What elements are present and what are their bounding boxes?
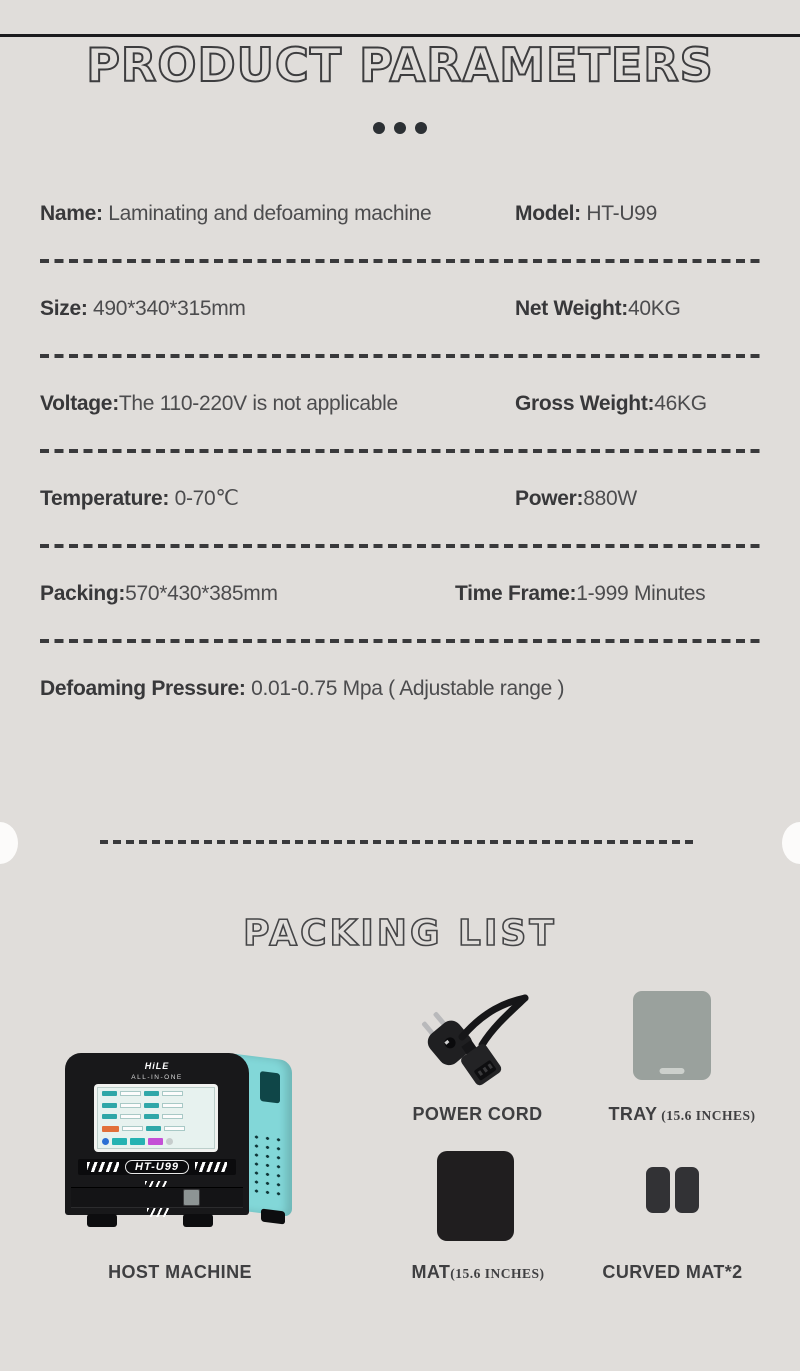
gear-icon xyxy=(166,1138,173,1145)
machine-side-handle xyxy=(260,1071,280,1103)
punch-hole-right xyxy=(782,822,800,864)
slash-marks-icon xyxy=(147,1208,169,1217)
machine-screen-ui xyxy=(97,1087,215,1149)
param-value: HT-U99 xyxy=(580,201,657,225)
param-name xyxy=(40,202,515,226)
screen-field-row xyxy=(102,1091,210,1096)
machine-foot xyxy=(261,1209,285,1225)
screen-field-row xyxy=(102,1114,210,1119)
param-value: The 110-220V is not applicable xyxy=(118,391,398,415)
machine-foot xyxy=(87,1214,117,1227)
host-machine-image xyxy=(65,1047,295,1229)
machine-model-band xyxy=(78,1159,236,1175)
punch-hole-left xyxy=(0,822,18,864)
param-value: 0.01-0.75 Mpa ( Adjustable range ) xyxy=(245,676,565,700)
param-value: 570*430*385mm xyxy=(125,581,278,605)
dashed-separator xyxy=(100,840,695,844)
machine-subtitle: ALL-IN-ONE xyxy=(131,1074,183,1081)
param-row-name-model xyxy=(40,168,760,259)
screen-field-chip xyxy=(162,1103,183,1108)
parameters-table xyxy=(40,168,760,734)
param-value: 46KG xyxy=(654,391,707,415)
param-label: Defoaming Pressure: xyxy=(40,676,246,700)
screen-field-chip xyxy=(102,1103,117,1108)
param-value: 490*340*315mm xyxy=(87,296,246,320)
hazard-stripes-icon xyxy=(195,1162,227,1172)
hazard-stripes-icon xyxy=(87,1162,119,1172)
screen-field-row xyxy=(102,1103,210,1108)
perforated-divider xyxy=(0,822,800,862)
param-label: Power: xyxy=(515,486,584,510)
param-model xyxy=(515,202,760,226)
mat-image xyxy=(437,1151,514,1241)
param-time-frame xyxy=(455,582,760,606)
curved-mat-image xyxy=(646,1167,670,1213)
curved-mat-label: CURVED MAT*2 xyxy=(602,1262,743,1282)
param-gross-weight xyxy=(515,392,760,416)
param-net-weight xyxy=(515,297,760,321)
param-value: 0-70℃ xyxy=(169,487,239,510)
param-packing xyxy=(40,582,455,606)
tray-label-text: TRAY xyxy=(608,1104,658,1124)
param-size xyxy=(40,297,515,321)
mat-label xyxy=(398,1262,558,1283)
param-label: Packing: xyxy=(40,581,126,605)
screen-field-chip xyxy=(120,1091,141,1096)
param-label: Name: xyxy=(40,201,103,225)
tray-size-text: (15.6 INCHES) xyxy=(657,1108,756,1123)
screen-field-row xyxy=(102,1126,210,1132)
page-title: PRODUCT PARAMETERS xyxy=(86,38,714,92)
mat-label-text: MAT xyxy=(411,1262,451,1282)
param-power xyxy=(515,487,760,511)
machine-foot xyxy=(183,1214,213,1227)
param-row-defoaming-pressure xyxy=(40,643,760,734)
param-defoaming-pressure xyxy=(40,677,760,701)
screen-field-chip xyxy=(162,1114,183,1119)
screen-button xyxy=(112,1138,127,1145)
param-label: Voltage: xyxy=(40,391,119,415)
machine-model-text: HT-U99 xyxy=(125,1160,189,1174)
dot-icon xyxy=(415,122,427,134)
screen-button xyxy=(102,1138,109,1145)
param-value: 40KG xyxy=(627,296,681,320)
screen-field-chip xyxy=(102,1114,117,1119)
screen-field-chip xyxy=(102,1091,117,1096)
param-row-packing-timeframe xyxy=(40,548,760,639)
top-border-strip xyxy=(0,34,800,37)
product-parameters-page xyxy=(0,34,800,1371)
param-row-temperature-power xyxy=(40,453,760,544)
dots-decoration xyxy=(0,122,800,134)
screen-button-row xyxy=(102,1138,210,1145)
machine-drawer-handle xyxy=(183,1189,200,1206)
screen-field-chip xyxy=(102,1126,119,1132)
param-temperature xyxy=(40,486,515,511)
machine-brand-logo: HiLE xyxy=(144,1061,170,1071)
screen-button xyxy=(130,1138,145,1145)
curved-mat-image xyxy=(675,1167,699,1213)
param-label: Temperature: xyxy=(40,487,170,510)
machine-drawer xyxy=(71,1187,243,1208)
param-value: 880W xyxy=(583,486,637,510)
screen-field-chip xyxy=(146,1126,161,1131)
param-label: Model: xyxy=(515,201,581,225)
param-label: Net Weight: xyxy=(515,296,628,320)
tray-image xyxy=(633,991,711,1080)
param-value: 1-999 Minutes xyxy=(576,581,706,605)
tray-label xyxy=(592,1104,772,1125)
param-label: Size: xyxy=(40,296,88,320)
power-cord-icon xyxy=(418,987,536,1095)
screen-field-chip xyxy=(120,1103,141,1108)
screen-field-chip xyxy=(144,1103,159,1108)
screen-field-chip xyxy=(144,1114,159,1119)
param-value: Laminating and defoaming machine xyxy=(102,201,432,225)
tray-slot xyxy=(660,1068,685,1074)
screen-field-chip xyxy=(162,1091,183,1096)
param-row-size-netweight xyxy=(40,263,760,354)
screen-field-chip xyxy=(164,1126,185,1131)
mat-size-text: (15.6 INCHES) xyxy=(450,1266,545,1281)
screen-field-chip xyxy=(122,1126,143,1131)
power-cord-label: POWER CORD xyxy=(412,1104,543,1124)
screen-button xyxy=(148,1138,163,1145)
dot-icon xyxy=(394,122,406,134)
machine-display-screen xyxy=(94,1084,218,1152)
param-voltage xyxy=(40,392,515,416)
param-label: Time Frame: xyxy=(455,581,577,605)
host-machine-label: HOST MACHINE xyxy=(108,1262,252,1282)
screen-field-chip xyxy=(120,1114,141,1119)
param-label: Gross Weight: xyxy=(515,391,655,415)
screen-field-chip xyxy=(144,1091,159,1096)
machine-front-panel xyxy=(65,1053,249,1215)
dot-icon xyxy=(373,122,385,134)
param-row-voltage-grossweight xyxy=(40,358,760,449)
packing-list-title: PACKING LIST xyxy=(243,913,557,954)
